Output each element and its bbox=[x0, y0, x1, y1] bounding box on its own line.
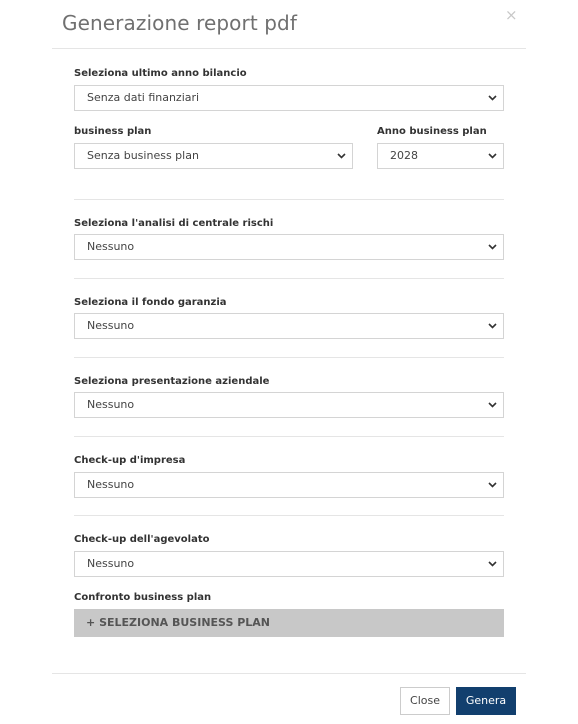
business-plan-label: business plan bbox=[74, 126, 152, 137]
chevron-down-icon bbox=[488, 244, 497, 250]
checkup-impresa-value: Nessuno bbox=[87, 478, 135, 491]
section-divider bbox=[74, 436, 504, 437]
close-icon[interactable]: × bbox=[505, 6, 518, 24]
checkup-agevolato-select[interactable] bbox=[74, 551, 504, 577]
chevron-down-icon bbox=[488, 153, 497, 159]
anno-bilancio-value: Senza dati finanziari bbox=[87, 91, 200, 104]
section-divider bbox=[74, 199, 504, 200]
footer-divider bbox=[52, 673, 526, 674]
presentazione-value: Nessuno bbox=[87, 398, 135, 411]
anno-business-plan-select[interactable] bbox=[377, 143, 504, 169]
centrale-rischi-value: Nessuno bbox=[87, 240, 135, 253]
checkup-agevolato-value: Nessuno bbox=[87, 557, 135, 570]
fondo-garanzia-value: Nessuno bbox=[87, 319, 135, 332]
header-divider bbox=[52, 48, 526, 49]
chevron-down-icon bbox=[488, 402, 497, 408]
anno-business-plan-value: 2028 bbox=[390, 149, 418, 162]
seleziona-business-plan-button[interactable] bbox=[74, 609, 504, 637]
checkup-impresa-select[interactable] bbox=[74, 472, 504, 498]
centrale-rischi-label: Seleziona l'analisi di centrale rischi bbox=[74, 218, 274, 229]
anno-bilancio-select[interactable] bbox=[74, 85, 504, 111]
anno-bilancio-label: Seleziona ultimo anno bilancio bbox=[74, 68, 247, 79]
centrale-rischi-select[interactable] bbox=[74, 234, 504, 260]
section-divider bbox=[74, 357, 504, 358]
close-button[interactable]: Close bbox=[400, 687, 450, 715]
plus-icon: + bbox=[86, 616, 96, 629]
confronto-label: Confronto business plan bbox=[74, 592, 212, 603]
chevron-down-icon bbox=[488, 482, 497, 488]
section-divider bbox=[74, 515, 504, 516]
genera-button[interactable]: Genera bbox=[456, 687, 516, 715]
fondo-garanzia-label: Seleziona il fondo garanzia bbox=[74, 297, 227, 308]
chevron-down-icon bbox=[488, 323, 497, 329]
report-modal bbox=[52, 0, 526, 724]
chevron-down-icon bbox=[488, 561, 497, 567]
checkup-impresa-label: Check-up d'impresa bbox=[74, 455, 186, 466]
fondo-garanzia-select[interactable] bbox=[74, 313, 504, 339]
presentazione-label: Seleziona presentazione aziendale bbox=[74, 376, 270, 387]
business-plan-select[interactable] bbox=[74, 143, 353, 169]
chevron-down-icon bbox=[337, 153, 346, 159]
business-plan-value: Senza business plan bbox=[87, 149, 199, 162]
chevron-down-icon bbox=[488, 95, 497, 101]
anno-business-plan-label: Anno business plan bbox=[377, 126, 487, 137]
presentazione-select[interactable] bbox=[74, 392, 504, 418]
checkup-agevolato-label: Check-up dell'agevolato bbox=[74, 534, 210, 545]
seleziona-business-plan-label: SELEZIONA BUSINESS PLAN bbox=[99, 616, 271, 629]
modal-title: Generazione report pdf bbox=[62, 11, 297, 35]
section-divider bbox=[74, 278, 504, 279]
